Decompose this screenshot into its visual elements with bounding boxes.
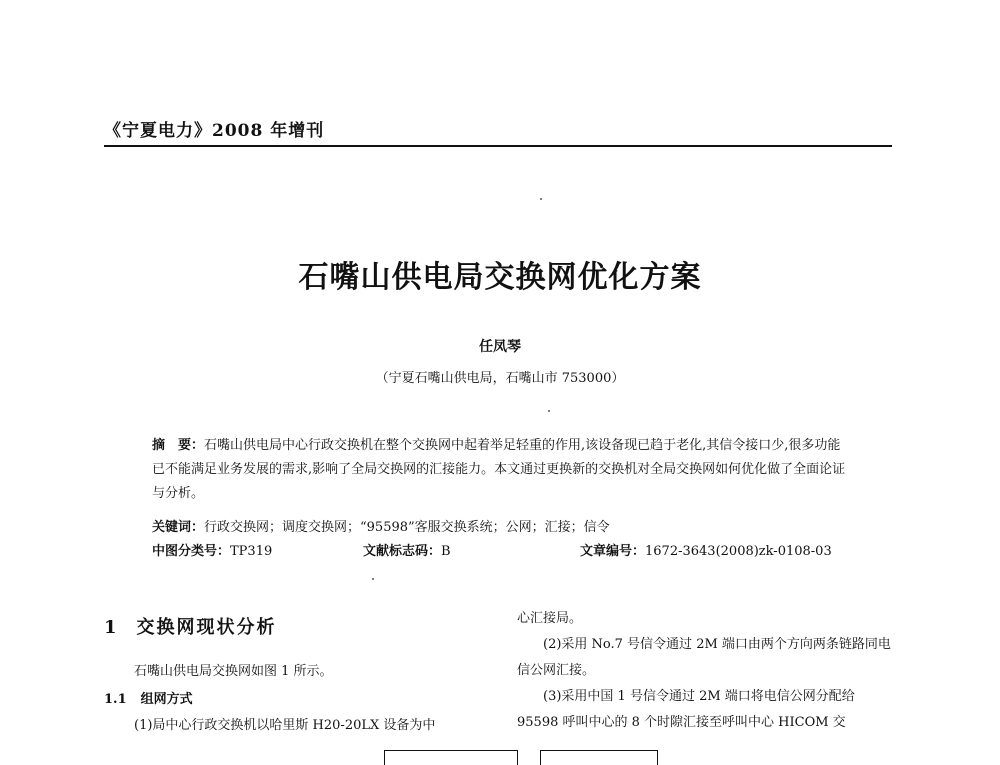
- abstract: [152, 434, 852, 506]
- body-paragraph: 心汇接局。: [517, 611, 583, 626]
- keywords-label: 关键词：: [152, 520, 205, 535]
- section-title: 交换网现状分析: [136, 617, 277, 638]
- body-paragraph: (3)采用中国 1 号信令通过 2M 端口将电信公网分配给 95598 呼叫中心的 8 个时隙汇接至呼叫中心 HICOM 交: [517, 689, 855, 730]
- document-code: [363, 540, 451, 559]
- author: 任凤琴: [479, 339, 521, 355]
- figure-box: [540, 750, 658, 765]
- figure-box: [384, 750, 518, 765]
- scan-speck: [540, 198, 542, 200]
- body-paragraph: (1)局中心行政交换机以哈里斯 H20-20LX 设备为中: [134, 718, 436, 733]
- doc-code-label: 文献标志码：: [363, 544, 442, 559]
- section-heading: [104, 613, 277, 639]
- clc-value: TP319: [230, 544, 273, 559]
- body-paragraph: 石嘴山供电局交换网如图 1 所示。: [134, 664, 333, 679]
- scan-speck: [372, 578, 374, 580]
- clc-label: 中图分类号：: [152, 544, 231, 559]
- article-no-label: 文章编号：: [580, 544, 646, 559]
- header-rule: [104, 145, 892, 147]
- subsection-title: 组网方式: [140, 692, 193, 707]
- affiliation: （宁夏石嘴山供电局，石嘴山市 753000）: [375, 371, 625, 386]
- journal-header: 《宁夏电力》2008 年增刊: [104, 121, 325, 141]
- scan-speck: [548, 410, 550, 412]
- subsection-heading: [104, 688, 193, 707]
- article-number: [580, 540, 832, 559]
- clc-number: [152, 540, 272, 559]
- paper-title: 石嘴山供电局交换网优化方案: [298, 260, 702, 295]
- article-no-value: 1672-3643(2008)zk-0108-03: [645, 544, 832, 559]
- body-paragraph: (2)采用 No.7 号信令通过 2M 端口由两个方向两条链路同电信公网汇接。: [517, 637, 891, 678]
- keywords: [152, 516, 610, 535]
- abstract-label: 摘 要：: [152, 438, 205, 453]
- abstract-text: 石嘴山供电局中心行政交换机在整个交换网中起着举足轻重的作用,该设备现已趋于老化,其信令接口少,很多功能已不能满足业务发展的需求,影响了全局交换网的汇接能力。本文通过更换新的交换机对全局交换网如何优化做了全面论证与分析。: [152, 438, 846, 501]
- keywords-text: 行政交换网；调度交换网；“95598”客服交换系统；公网；汇接；信令: [204, 520, 610, 535]
- doc-code-value: B: [441, 544, 451, 559]
- subsection-number: 1.1: [104, 692, 127, 707]
- section-number: 1: [104, 617, 119, 638]
